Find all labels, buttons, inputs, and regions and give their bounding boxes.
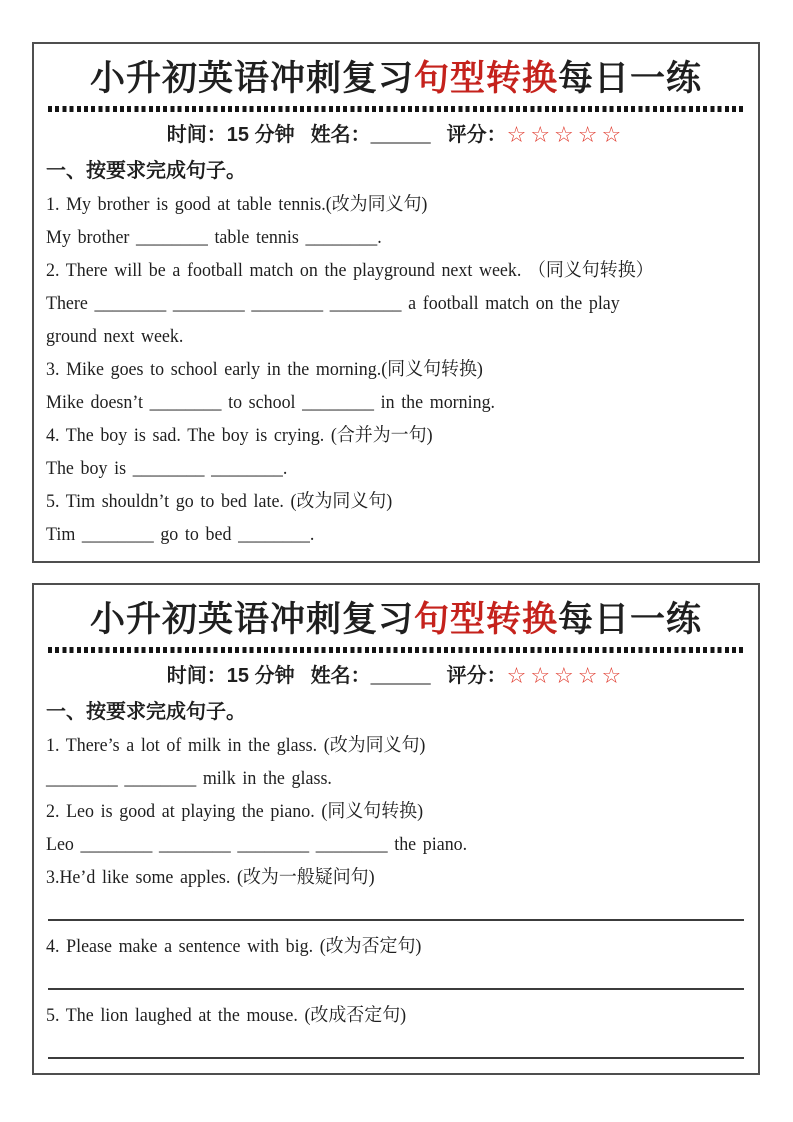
question-list <box>46 730 746 1059</box>
answer-line: My brother ________ table tennis ________. <box>46 228 382 248</box>
question-line: 4. Please make a sentence with big. (改为否定句) <box>46 937 422 957</box>
question-line: 5. Tim shouldn’t go to bed late. (改为同义句) <box>46 492 393 512</box>
question-line: 3.He’d like some apples. (改为一般疑问句) <box>46 868 375 888</box>
name-label: 姓名： <box>310 665 371 687</box>
title-suffix: 每日一练 <box>558 600 703 639</box>
answer-line: Leo ________ ________ ________ ________ the piano. <box>46 835 468 855</box>
question-line: 5. The lion laughed at the mouse. (改成否定句) <box>46 1006 407 1026</box>
section-heading: 一、按要求完成句子。 <box>46 701 246 723</box>
answer-line: The boy is ________ ________. <box>46 459 288 479</box>
answer-line: ________ ________ milk in the glass. <box>46 769 332 789</box>
question-line: 3. Mike goes to school early in the morning.(同义句转换) <box>46 360 483 380</box>
time-label: 时间：15 分钟 <box>166 665 295 687</box>
question-line: 2. There will be a football match on the playground next week. （同义句转换） <box>46 261 654 281</box>
name-label: 姓名： <box>310 124 371 146</box>
title-prefix: 小升初英语冲刺复习 <box>89 59 414 98</box>
answer-rule <box>48 1057 744 1059</box>
title-highlight: 句型转换 <box>413 600 558 639</box>
worksheet-card-1 <box>32 42 760 563</box>
answer-rule <box>48 988 744 990</box>
answer-line: There ________ ________ ________ ________ a football match on the play <box>46 294 620 314</box>
question-line: 4. The boy is sad. The boy is crying. (合并为一句) <box>46 426 433 446</box>
title-highlight: 句型转换 <box>413 59 558 98</box>
score-label: 评分： <box>446 665 507 687</box>
score-stars: ☆☆☆☆☆ <box>506 664 626 689</box>
time-label: 时间：15 分钟 <box>166 124 295 146</box>
meta-line <box>46 661 746 692</box>
score-stars: ☆☆☆☆☆ <box>506 123 626 148</box>
worksheet-card-2 <box>32 583 760 1075</box>
answer-line: Mike doesn’t ________ to school ________ in the morning. <box>46 393 496 413</box>
worksheet-title <box>46 599 746 641</box>
answer-line: ground next week. <box>46 327 184 347</box>
meta-line <box>46 120 746 151</box>
answer-line: Tim ________ go to bed ________. <box>46 525 315 545</box>
question-line: 2. Leo is good at playing the piano. (同义句转换) <box>46 802 424 822</box>
title-suffix: 每日一练 <box>558 59 703 98</box>
dotted-divider <box>48 647 744 653</box>
answer-rule <box>48 919 744 921</box>
question-line: 1. There’s a lot of milk in the glass. (改为同义句) <box>46 736 426 756</box>
dotted-divider <box>48 106 744 112</box>
score-label: 评分： <box>446 124 507 146</box>
question-line: 1. My brother is good at table tennis.(改为同义句) <box>46 195 428 215</box>
title-prefix: 小升初英语冲刺复习 <box>89 600 414 639</box>
section-heading: 一、按要求完成句子。 <box>46 160 246 182</box>
worksheet-title <box>46 58 746 100</box>
name-blank: ______ <box>370 124 431 146</box>
question-list <box>46 189 746 552</box>
name-blank: ______ <box>370 665 431 687</box>
